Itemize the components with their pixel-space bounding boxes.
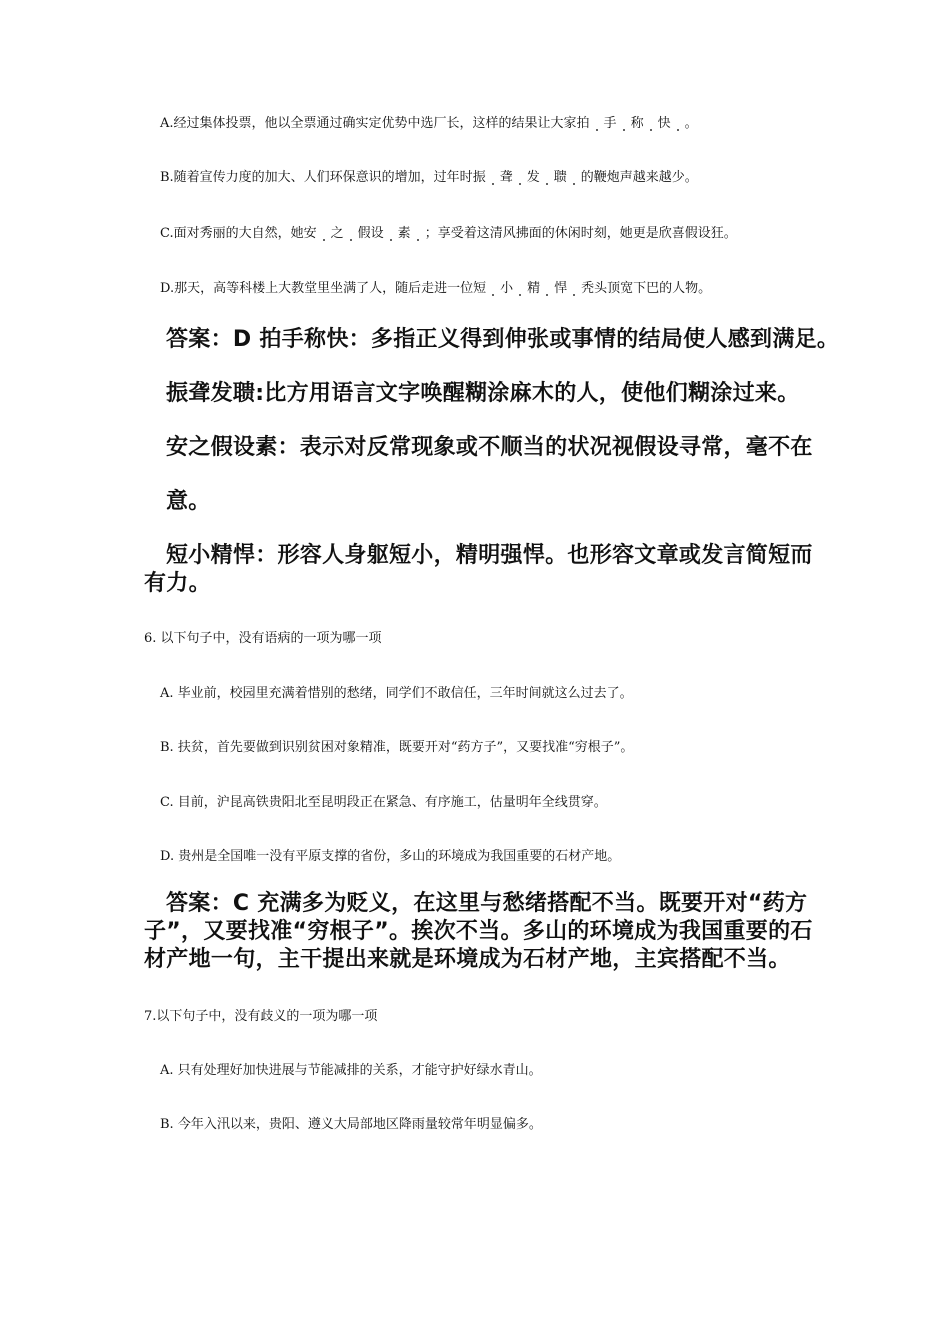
- option-text: A.经过集体投票，他以全票通过确实定优势中选厂长，这样的结果让大家: [160, 116, 577, 131]
- emphasis-dot: [492, 294, 494, 296]
- emphasis-dot: [350, 239, 352, 241]
- option-suffix: 。: [684, 116, 698, 131]
- idiom-char: 短: [473, 281, 487, 296]
- emphasis-dot: [573, 183, 575, 185]
- option-text: B.随着宣传力度的加大、人们环保意识的增加，过年时: [160, 170, 473, 185]
- emphasis-dot: [623, 129, 625, 131]
- q5-option-a: [160, 112, 698, 131]
- idiom-char: 称: [630, 116, 644, 131]
- idiom-char: 发: [526, 170, 540, 185]
- idiom-char: 手: [603, 116, 617, 131]
- q6-answer-line3: 材产地一句，主干提出来就是环境成为石材产地，主宾搭配不当。: [144, 947, 791, 972]
- idiom-char: 快: [657, 116, 671, 131]
- emphasis-dot: [677, 129, 679, 131]
- emphasis-dot: [417, 239, 419, 241]
- option-text: C.面对秀丽的大自然，她: [160, 226, 304, 241]
- option-suffix: 的鞭炮声越来越少。: [580, 170, 698, 185]
- emphasis-dot: [596, 129, 598, 131]
- q5-option-d: [160, 277, 711, 296]
- emphasis-dot: [390, 239, 392, 241]
- idiom-char: 安: [303, 226, 317, 241]
- emphasis-dot: [573, 294, 575, 296]
- emphasis-dot: [650, 129, 652, 131]
- q5-answer-line3: 安之假设素：表示对反常现象或不顺当的状况视假设寻常，毫不在: [166, 435, 813, 460]
- emphasis-dot: [546, 294, 548, 296]
- idiom-char: 悍: [554, 281, 568, 296]
- q6-answer-line2: 子”，又要找准“穷根子”。挨次不当。多山的环境成为我国重要的石: [144, 919, 813, 944]
- q7-question: 7.以下句子中，没有歧义的一项为哪一项: [144, 1009, 378, 1024]
- idiom-char: 之: [330, 226, 344, 241]
- option-suffix: 秃头顶宽下巴的人物。: [581, 281, 712, 296]
- q6-option-c: C. 目前，沪昆高铁贵阳北至昆明段正在紧急、有序施工，估量明年全线贯穿。: [160, 795, 607, 810]
- q6-option-b: B. 扶贫，首先要做到识别贫困对象精准，既要开对“药方子”，又要找准“穷根子”。: [160, 740, 634, 755]
- q5-answer-line1: 答案：D 拍手称快：多指正义得到伸张或事情的结局使人感到满足。: [166, 327, 840, 352]
- emphasis-dot: [492, 183, 494, 185]
- q5-option-b: [160, 166, 698, 185]
- q7-option-a: A. 只有处理好加快进展与节能减排的关系，才能守护好绿水青山。: [160, 1063, 542, 1078]
- idiom-char: 聩: [553, 170, 567, 185]
- q5-answer-line6: 有力。: [144, 571, 211, 596]
- q5-answer-line2: 振聋发聩:比方用语言文字唤醒糊涂麻木的人，使他们糊涂过来。: [166, 381, 800, 406]
- option-text: D.那天，高等科楼上大教堂里坐满了人，随后走进一位: [160, 281, 474, 296]
- option-suffix: ；享受着这清风拂面的休闲时刻，她更是欣喜假设狂。: [424, 226, 737, 241]
- emphasis-dot: [323, 239, 325, 241]
- q6-option-d: D. 贵州是全国唯一没有平原支撑的省份，多山的环境成为我国重要的石材产地。: [160, 849, 621, 864]
- q6-question: 6. 以下句子中，没有语病的一项为哪一项: [144, 631, 382, 646]
- q6-answer-line1: 答案：C 充满多为贬义，在这里与愁绪搭配不当。既要开对“药方: [166, 891, 808, 916]
- q5-option-c: [160, 222, 737, 241]
- q5-answer-line4: 意。: [166, 489, 211, 514]
- q5-answer-line5: 短小精悍：形容人身躯短小，精明强悍。也形容文章或发言简短而: [166, 543, 813, 568]
- q6-option-a: A. 毕业前，校园里充满着惜别的愁绪，同学们不敢信任，三年时间就这么过去了。: [160, 686, 633, 701]
- emphasis-dot: [519, 183, 521, 185]
- idiom-char: 小: [500, 281, 514, 296]
- emphasis-dot: [546, 183, 548, 185]
- idiom-char: 振: [472, 170, 486, 185]
- idiom-char: 精: [527, 281, 541, 296]
- emphasis-dot: [519, 294, 521, 296]
- idiom-char: 聋: [499, 170, 513, 185]
- idiom-char: 素: [397, 226, 411, 241]
- idiom-char: 假设: [357, 226, 384, 241]
- q7-option-b: B. 今年入汛以来，贵阳、遵义大局部地区降雨量较常年明显偏多。: [160, 1117, 542, 1132]
- idiom-char: 拍: [576, 116, 590, 131]
